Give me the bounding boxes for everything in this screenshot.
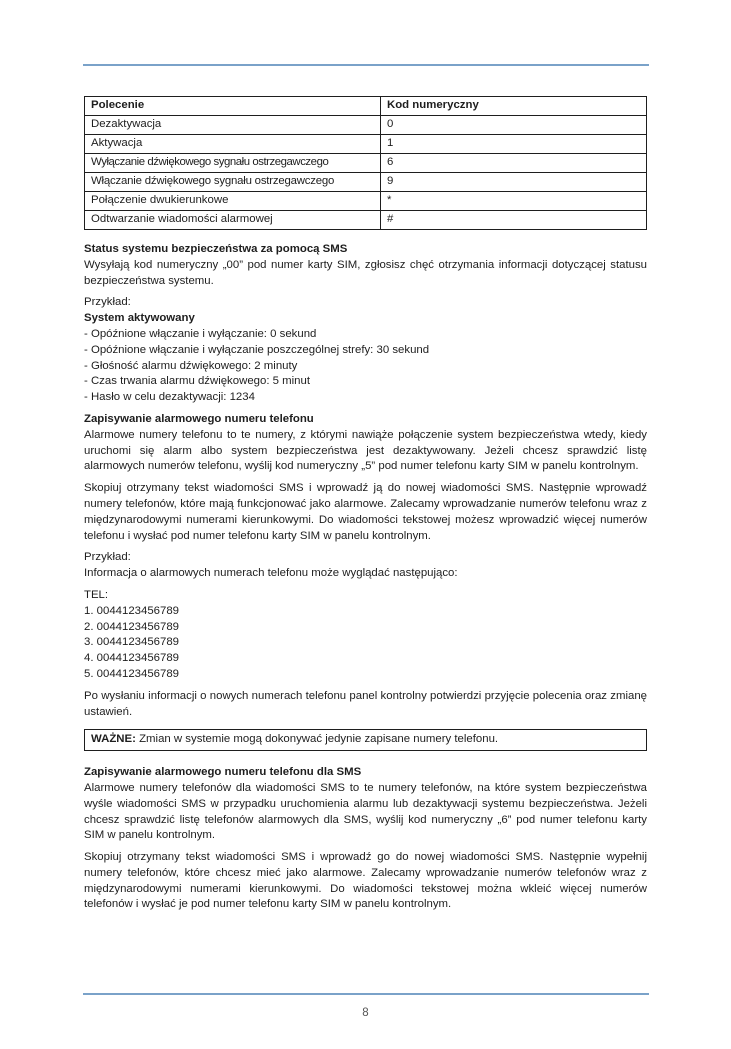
command-cell: Włączanie dźwiękowego sygnału ostrzegawczego <box>85 173 381 192</box>
phones-paragraph-1: Alarmowe numery telefonu to te numery, z którymi nawiąże połączenie system bezpieczeństwa wtedy, kiedy uruchomi się alarm albo system bezpieczeństwa jest dezaktywowany. Jeżeli chcesz sprawdzić listę alarmowych numerów telefonu, wyślij kod numeryczny „5” pod numer telefonu karty SIM w panelu kontrolnym. <box>84 428 647 473</box>
example-line: - Czas trwania alarmu dźwiękowego: 5 minut <box>84 375 311 388</box>
list-item: 5. 0044123456789 <box>84 667 180 680</box>
page-number: 8 <box>362 1007 369 1019</box>
code-cell: # <box>381 211 647 230</box>
status-example <box>84 295 647 406</box>
example-line: - Opóźnione włączanie i wyłączanie poszczególnej strefy: 30 sekund <box>84 343 430 356</box>
code-cell: 1 <box>381 135 647 154</box>
table-row <box>85 154 647 173</box>
important-notice <box>84 729 647 751</box>
list-item: 4. 0044123456789 <box>84 652 180 665</box>
table-row <box>85 116 647 135</box>
table-row <box>85 211 647 230</box>
footer-rule <box>83 993 649 995</box>
section-heading-sms: Zapisywanie alarmowego numeru telefonu dla SMS <box>84 766 362 779</box>
phones-example <box>84 550 647 582</box>
example-title: System aktywowany <box>84 312 195 325</box>
table-row <box>85 192 647 211</box>
status-paragraph: Wysyłają kod numeryczny „00” pod numer karty SIM, zgłosisz chęć otrzymania informacji dotyczącej statusu bezpieczeństwa systemu. <box>84 258 647 287</box>
column-header-command: Polecenie <box>85 97 381 116</box>
section-heading-status: Status systemu bezpieczeństwa za pomocą SMS <box>84 243 348 255</box>
command-cell: Połączenie dwukierunkowe <box>85 192 381 211</box>
sms-paragraph-2: Skopiuj otrzymany tekst wiadomości SMS i wprowadź go do nowej wiadomości SMS. Następnie wypełnij numery telefonów, które chcesz mieć jako alarmowe. Zalecamy wprowadzanie numerów telefonów wraz z międzynarodowymi numerami kierunkowymi. Do wiadomości tekstowej można wkleić więcej numerów telefonów i wysłać je pod numer telefonu karty SIM w panelu kontrolnym. <box>84 851 647 911</box>
example-line: - Opóźnione włączanie i wyłączanie: 0 sekund <box>84 327 317 340</box>
example-line: - Hasło w celu dezaktywacji: 1234 <box>84 391 255 404</box>
sms-paragraph-1: Alarmowe numery telefonów dla wiadomości SMS to te numery telefonów, na które system bezpieczeństwa wyśle wiadomości SMS w przypadku uruchomienia alarmu lub dezaktywacji systemu bezpieczeństwa. Jeżeli chcesz sprawdzić listę telefonów alarmowych dla SMS, wyślij kod numeryczny „6” pod numer telefonu karty SIM w panelu kontrolnym. <box>84 781 647 842</box>
command-cell: Aktywacja <box>85 135 381 154</box>
example-label: Przykład: <box>84 296 131 309</box>
command-code-table <box>84 96 647 230</box>
command-cell: Odtwarzanie wiadomości alarmowej <box>85 211 381 230</box>
section-heading-phones: Zapisywanie alarmowego numeru telefonu <box>84 412 314 425</box>
code-cell: * <box>381 192 647 211</box>
phone-number-list <box>84 588 647 683</box>
list-item: 1. 0044123456789 <box>84 604 180 617</box>
notice-label: WAŻNE: <box>91 733 136 746</box>
code-cell: 6 <box>381 154 647 173</box>
example-line: - Głośność alarmu dźwiękowego: 2 minuty <box>84 359 298 372</box>
code-cell: 9 <box>381 173 647 192</box>
header-rule <box>83 64 649 66</box>
code-cell: 0 <box>381 116 647 135</box>
notice-text: Zmian w systemie mogą dokonywać jedynie zapisane numery telefonu. <box>135 733 499 746</box>
phones-paragraph-3: Po wysłaniu informacji o nowych numerach telefonu panel kontrolny potwierdzi przyjęcie polecenia oraz zmianę ustawień. <box>84 689 647 718</box>
phones-paragraph-2: Skopiuj otrzymany tekst wiadomości SMS i wprowadź ją do nowej wiadomości SMS. Następnie wprowadź numery telefonów, które mają funkcjonować jako alarmowe. Zalecamy wprowadzanie numerów telefonu wraz z międzynarodowymi numerami kierunkowymi. Do wiadomości tekstowej możesz wprowadzić więcej numerów telefonu i wysłać pod numer telefonu karty SIM w panelu kontrolnym. <box>84 482 647 542</box>
command-cell: Wyłączanie dźwiękowego sygnału ostrzegawczego <box>85 154 381 173</box>
page-content <box>84 96 647 919</box>
command-cell: Dezaktywacja <box>85 116 381 135</box>
table-header-row <box>85 97 647 116</box>
example-intro: Informacja o alarmowych numerach telefonu może wyglądać następująco: <box>84 567 458 580</box>
table-row <box>85 135 647 154</box>
example-label: Przykład: <box>84 551 131 564</box>
table-row <box>85 173 647 192</box>
tel-label: TEL: <box>84 588 109 601</box>
column-header-code: Kod numeryczny <box>381 97 647 116</box>
list-item: 2. 0044123456789 <box>84 620 180 633</box>
list-item: 3. 0044123456789 <box>84 636 180 649</box>
